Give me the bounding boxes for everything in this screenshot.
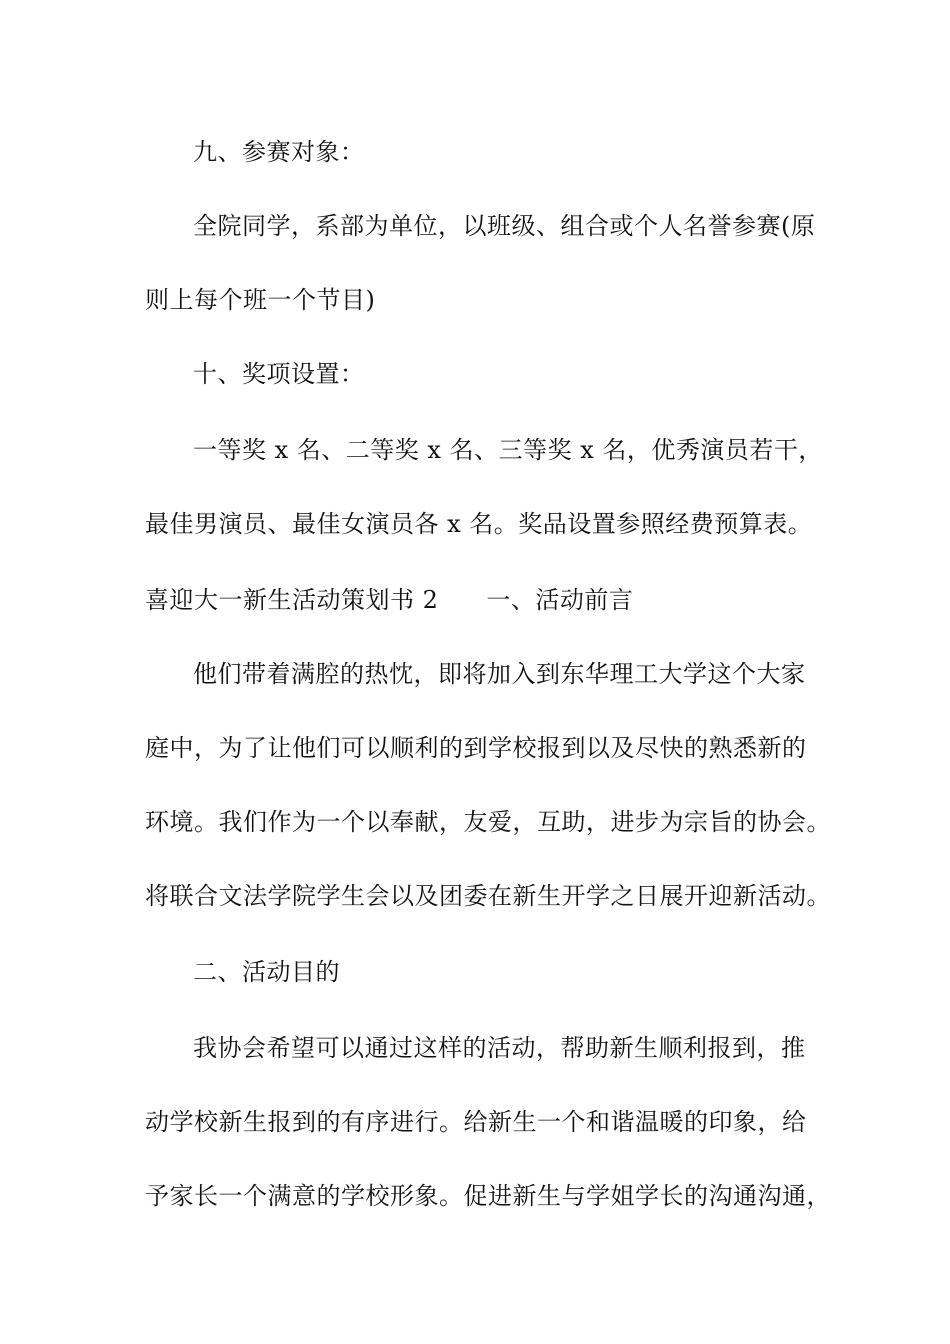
paragraph-line: 他们带着满腔的热忱，即将加入到东华理工大学这个大家 (193, 660, 806, 688)
section-heading-preface: 一、活动前言 (486, 586, 634, 614)
paragraph-line: 一等奖 x 名、二等奖 x 名、三等奖 x 名，优秀演员若干， (193, 436, 823, 464)
section-heading-purpose: 二、活动目的 (193, 958, 340, 986)
paragraph-line: 我协会希望可以通过这样的活动，帮助新生顺利报到，推 (193, 1034, 806, 1062)
paragraph-line: 动学校新生报到的有序进行。给新生一个和谐温暖的印象，给 (145, 1108, 807, 1136)
section-heading-awards: 十、奖项设置： (193, 360, 365, 388)
paragraph-line: 予家长一个满意的学校形象。促进新生与学姐学长的沟通沟通， (145, 1182, 831, 1210)
paragraph-line: 环境。我们作为一个以奉献，友爱，互助，进步为宗旨的协会。 (145, 808, 831, 836)
paragraph-line: 全院同学，系部为单位，以班级、组合或个人名誉参赛(原 (193, 212, 816, 240)
paragraph-line: 最佳男演员、最佳女演员各 x 名。奖品设置参照经费预算表。 (145, 510, 813, 538)
document-title-line (145, 584, 633, 616)
paragraph-line: 则上每个班一个节目) (145, 286, 376, 314)
section-heading-participants: 九、参赛对象： (193, 138, 365, 166)
paragraph-line: 庭中，为了让他们可以顺利的到学校报到以及尽快的熟悉新的 (145, 734, 807, 762)
paragraph-line: 将联合文法学院学生会以及团委在新生开学之日展开迎新活动。 (145, 882, 831, 910)
document-title: 喜迎大一新生活动策划书 2 (145, 586, 439, 614)
